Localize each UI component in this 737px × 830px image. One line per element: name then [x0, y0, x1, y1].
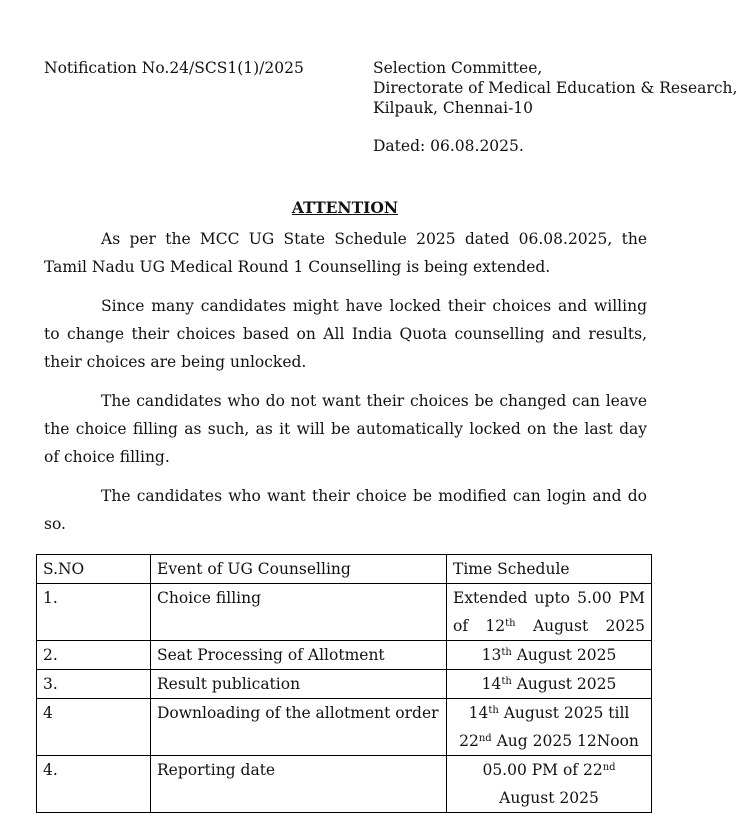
paragraph-1: As per the MCC UG State Schedule 2025 dated 06.08.2025, the Tamil Nadu UG Medical Round 1 Counselling is being extended.: [44, 230, 647, 276]
row-time: Extended upto 5.00 PM of 12th August 2025: [447, 584, 652, 641]
row-sno: 3.: [37, 670, 151, 699]
header-event: Event of UG Counselling: [151, 555, 447, 584]
table-row: [37, 641, 652, 670]
table-row: [37, 699, 652, 756]
row-time: 13th August 2025: [447, 641, 652, 670]
row-event: Seat Processing of Allotment: [151, 641, 447, 670]
office-line-2: Directorate of Medical Education & Research,: [373, 79, 737, 97]
row-event: Result publication: [151, 670, 447, 699]
row-sno: 4.: [37, 756, 151, 813]
date-line: Dated: 06.08.2025.: [373, 137, 524, 155]
row-event: Choice filling: [151, 584, 447, 641]
paragraph-2: Since many candidates might have locked their choices and willing to change their choices based on All India Quota counselling and results, their choices are being unlocked.: [44, 297, 647, 371]
row-time: 14th August 2025: [447, 670, 652, 699]
table-header-row: [37, 555, 652, 584]
row-sno: 2.: [37, 641, 151, 670]
row-event: Downloading of the allotment order: [151, 699, 447, 756]
attention-heading: ATTENTION: [291, 198, 399, 217]
row-sno: 1.: [37, 584, 151, 641]
row-time: 05.00 PM of 22nd August 2025: [447, 756, 652, 813]
paragraph-4: The candidates who want their choice be modified can login and do so.: [44, 487, 647, 533]
row-sno: 4: [37, 699, 151, 756]
office-line-1: Selection Committee,: [373, 59, 543, 77]
header-sno: S.NO: [37, 555, 151, 584]
notification-number: Notification No.24/SCS1(1)/2025: [44, 59, 304, 77]
schedule-table: [36, 554, 652, 813]
row-event: Reporting date: [151, 756, 447, 813]
header-time: Time Schedule: [447, 555, 652, 584]
table-row: [37, 756, 652, 813]
row-time: 14th August 2025 till 22nd Aug 2025 12Noon: [447, 699, 652, 756]
table-row: [37, 584, 652, 641]
table-row: [37, 670, 652, 699]
office-line-3: Kilpauk, Chennai-10: [373, 99, 534, 117]
paragraph-3: The candidates who do not want their choices be changed can leave the choice filling as such, as it will be automatically locked on the last day of choice filling.: [44, 392, 647, 466]
